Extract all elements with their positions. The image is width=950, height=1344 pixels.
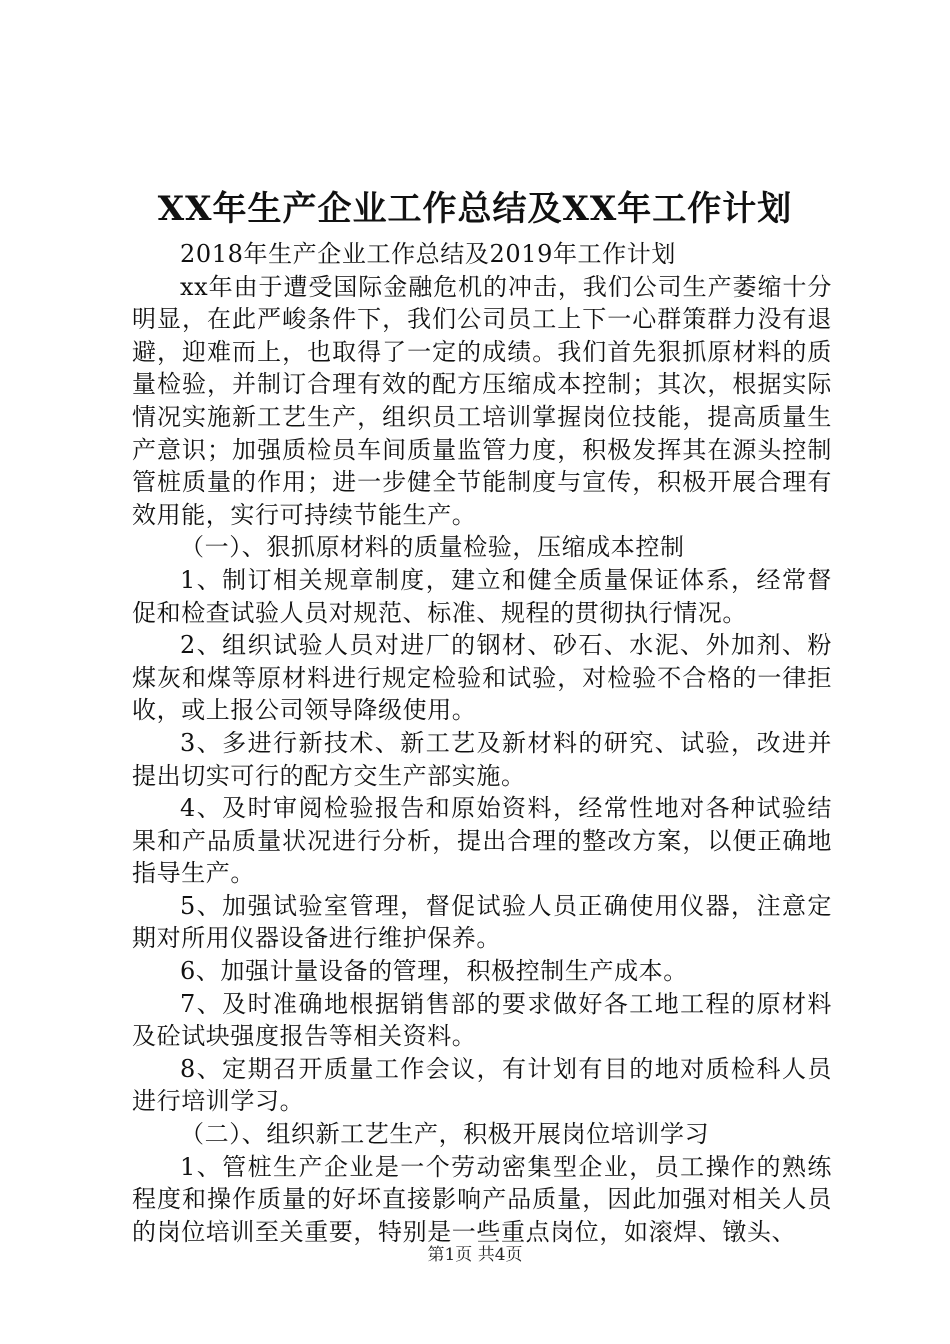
list-item-2: 2、组织试验人员对进厂的钢材、砂石、水泥、外加剂、粉煤灰和煤等原材料进行规定检验和试验，对检验不合格的一律拒收，或上报公司领导降级使用。	[132, 631, 832, 725]
page-number-footer: 第1页 共4页	[427, 1245, 523, 1265]
list-item-1: 1、制订相关规章制度，建立和健全质量保证体系，经常督促和检查试验人员对规范、标准、规程的贯彻执行情况。	[132, 565, 832, 627]
list-item-7: 7、及时准确地根据销售部的要求做好各工地工程的原材料及砼试块强度报告等相关资料。	[132, 989, 832, 1051]
section-2-item-1: 1、管桩生产企业是一个劳动密集型企业，员工操作的熟练程度和操作质量的好坏直接影响产品质量，因此加强对相关人员的岗位培训至关重要，特别是一些重点岗位，如滚焊、镦头、	[132, 1152, 832, 1246]
section-heading-2: （二）、组织新工艺生产，积极开展岗位培训学习	[180, 1120, 710, 1149]
intro-paragraph: xx年由于遭受国际金融危机的冲击，我们公司生产萎缩十分明显，在此严峻条件下，我们公司员工上下一心群策群力没有退避，迎难而上，也取得了一定的成绩。我们首先狠抓原材料的质量检验，并制订合理有效的配方压缩成本控制；其次，根据实际情况实施新工艺生产，组织员工培训掌握岗位技能，提高质量生产意识；加强质检员车间质量监管力度，积极发挥其在源头控制管桩质量的作用；进一步健全节能制度与宣传，积极开展合理有效用能，实行可持续节能生产。	[132, 272, 832, 529]
section-heading-1: （一）、狠抓原材料的质量检验，压缩成本控制	[180, 533, 685, 562]
list-item-4: 4、及时审阅检验报告和原始资料，经常性地对各种试验结果和产品质量状况进行分析，提出合理的整改方案，以便正确地指导生产。	[132, 794, 832, 888]
document-body	[132, 238, 832, 1248]
list-item-3: 3、多进行新技术、新工艺及新材料的研究、试验，改进并提出切实可行的配方交生产部实施。	[132, 728, 832, 790]
document-title: XX年生产企业工作总结及XX年工作计划	[157, 189, 793, 229]
list-item-5: 5、加强试验室管理，督促试验人员正确使用仪器，注意定期对所用仪器设备进行维护保养。	[132, 891, 832, 953]
list-item-8: 8、定期召开质量工作会议，有计划有目的地对质检科人员进行培训学习。	[132, 1054, 832, 1116]
subtitle-paragraph: 2018年生产企业工作总结及2019年工作计划	[180, 240, 676, 268]
list-item-6: 6、加强计量设备的管理，积极控制生产成本。	[180, 957, 688, 986]
